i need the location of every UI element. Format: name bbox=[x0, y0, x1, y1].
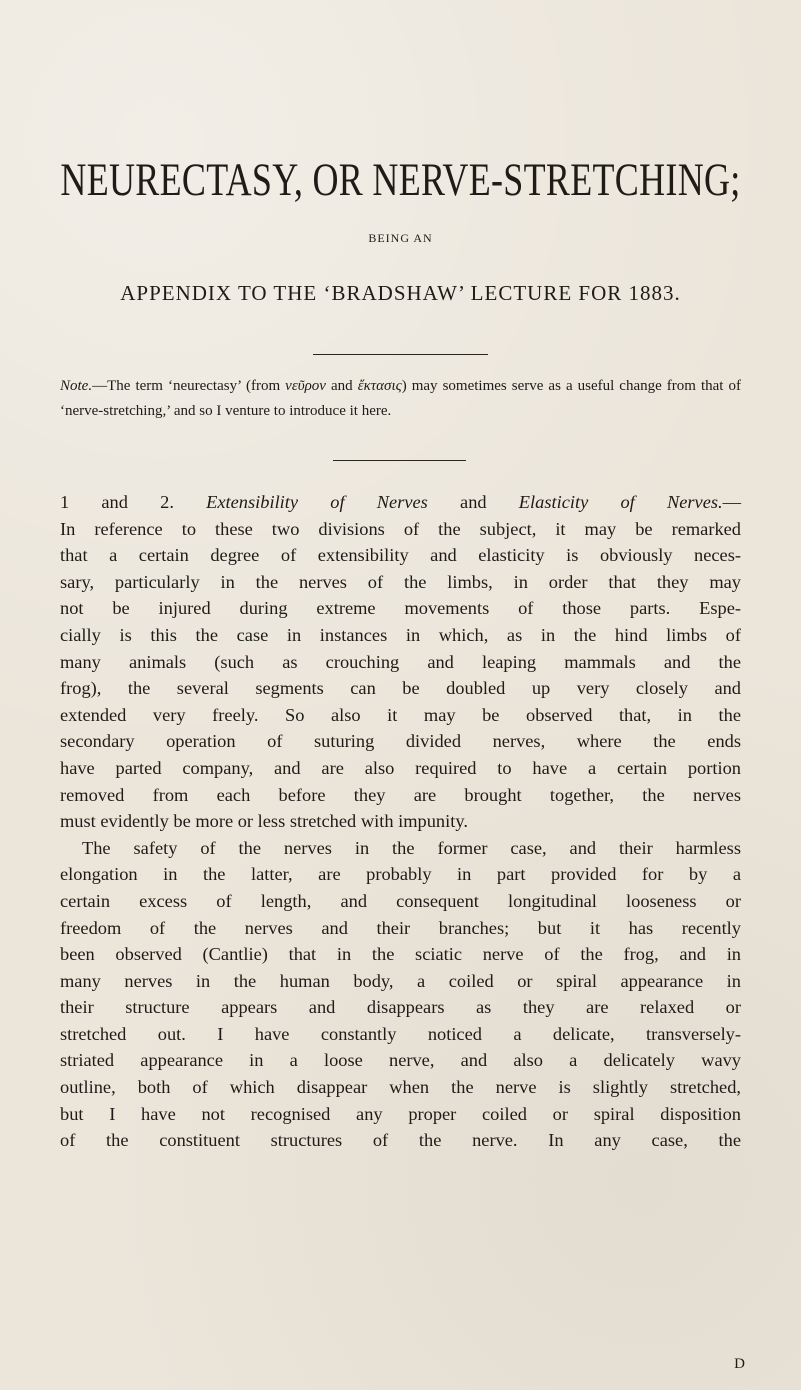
text-line: sary, particularly in the nerves of the limbs, in order that they may bbox=[60, 571, 741, 592]
note-dash: — bbox=[92, 378, 108, 394]
text-line: been observed (Cantlie) that in the sciatic nerve of the frog, and in bbox=[60, 944, 741, 965]
text-line: many animals (such as crouching and leaping mammals and the bbox=[60, 651, 741, 672]
text-line: certain excess of length, and consequent longitudinal looseness or bbox=[60, 890, 741, 911]
text-line: frog), the several segments can be doubled up very closely and bbox=[60, 678, 741, 699]
section-heading-line bbox=[60, 489, 741, 516]
text-line: secondary operation of suturing divided nerves, where the ends bbox=[60, 731, 741, 752]
text-line: but I have not recognised any proper coiled or spiral disposition bbox=[60, 1103, 741, 1124]
text-line: must evidently be more or less stretched with impunity. bbox=[60, 811, 468, 832]
text-line: have parted company, and are also required to have a certain portion bbox=[60, 757, 741, 778]
text-line: of the constituent structures of the nerve. In any case, the bbox=[60, 1130, 741, 1151]
section-number: 1 and 2. bbox=[60, 492, 174, 512]
text-line: striated appearance in a loose nerve, and also a delicately wavy bbox=[60, 1050, 741, 1071]
section-and: and bbox=[427, 492, 519, 512]
section-heading-1: Extensibility of Nerves bbox=[206, 492, 428, 512]
text-line: outline, both of which disappear when the nerve is slightly stretched, bbox=[60, 1077, 741, 1098]
section-dash: — bbox=[722, 492, 742, 512]
note-greek-1: νεῦρον bbox=[285, 378, 326, 394]
text-line: many nerves in the human body, a coiled or spiral appearance in bbox=[60, 970, 741, 991]
note-label: Note. bbox=[60, 378, 93, 394]
text-line: that a certain degree of extensibility and elasticity is obviously neces- bbox=[60, 545, 741, 566]
signature-mark: D bbox=[734, 1356, 745, 1372]
title-connector: BEING AN bbox=[368, 231, 433, 245]
note-greek-2: ἔκτασις bbox=[357, 378, 402, 394]
text-line: freedom of the nerves and their branches; but it has recently bbox=[60, 917, 741, 938]
section-heading-2: Elasticity of Nerves. bbox=[518, 492, 723, 512]
text-line: their structure appears and disappears as they are relaxed or bbox=[60, 997, 741, 1018]
document-subtitle: APPENDIX TO THE ‘BRADSHAW’ LECTURE FOR 1883. bbox=[120, 281, 681, 305]
separator-rule bbox=[333, 460, 466, 461]
text-line: stretched out. I have constantly noticed a delicate, transversely- bbox=[60, 1023, 741, 1044]
text-line: removed from each before they are brought together, the nerves bbox=[60, 784, 741, 805]
note-text-1: The term ‘neurectasy’ (from bbox=[107, 378, 286, 394]
text-line: The safety of the nerves in the former case, and their harmless bbox=[82, 837, 741, 858]
separator-rule bbox=[313, 354, 488, 355]
text-line: not be injured during extreme movements of those parts. Espe- bbox=[60, 598, 741, 619]
body-text bbox=[60, 489, 741, 1154]
text-line: cially is this the case in instances in which, as in the hind limbs of bbox=[60, 624, 741, 645]
note-text-3: ) may sometimes serve as a useful change from that of ‘nerve-stretching,’ and so I venture to introduce it here. bbox=[60, 378, 741, 419]
note-text-2: and bbox=[325, 378, 358, 394]
document-title: NEURECTASY, OR NERVE-STRETCHING; bbox=[60, 154, 741, 206]
text-line: extended very freely. So also it may be observed that, in the bbox=[60, 704, 741, 725]
note-paragraph bbox=[60, 374, 741, 424]
text-line: In reference to these two divisions of the subject, it may be remarked bbox=[60, 518, 741, 539]
text-line: elongation in the latter, are probably in part provided for by a bbox=[60, 864, 741, 885]
